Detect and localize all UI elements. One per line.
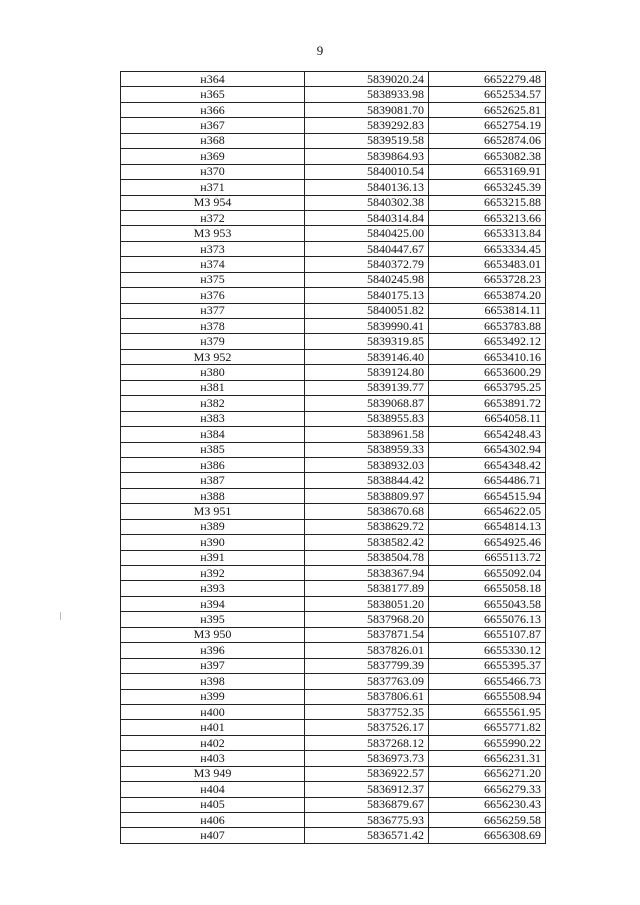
- x-coordinate-cell: 5838809.97: [305, 488, 429, 503]
- point-name-cell: н399: [121, 689, 305, 704]
- x-coordinate-cell: 5838177.89: [305, 581, 429, 596]
- y-coordinate-cell: 6655113.72: [429, 550, 546, 565]
- y-coordinate-cell: 6654515.94: [429, 488, 546, 503]
- table-row: [121, 643, 546, 658]
- point-name-cell: н365: [121, 87, 305, 102]
- table-row: [121, 627, 546, 642]
- x-coordinate-cell: 5839081.70: [305, 102, 429, 117]
- point-name-cell: н401: [121, 720, 305, 735]
- point-name-cell: МЗ 950: [121, 627, 305, 642]
- table-row: [121, 195, 546, 210]
- y-coordinate-cell: 6653483.01: [429, 257, 546, 272]
- y-coordinate-cell: 6652534.57: [429, 87, 546, 102]
- point-name-cell: н404: [121, 782, 305, 797]
- point-name-cell: н379: [121, 334, 305, 349]
- y-coordinate-cell: 6655395.37: [429, 658, 546, 673]
- point-name-cell: н402: [121, 735, 305, 750]
- table-row: [121, 782, 546, 797]
- y-coordinate-cell: 6653492.12: [429, 334, 546, 349]
- x-coordinate-cell: 5838629.72: [305, 519, 429, 534]
- y-coordinate-cell: 6653245.39: [429, 180, 546, 195]
- x-coordinate-cell: 5836571.42: [305, 828, 429, 843]
- y-coordinate-cell: 6654058.11: [429, 411, 546, 426]
- y-coordinate-cell: 6656271.20: [429, 766, 546, 781]
- x-coordinate-cell: 5836922.57: [305, 766, 429, 781]
- y-coordinate-cell: 6653213.66: [429, 210, 546, 225]
- x-coordinate-cell: 5838961.58: [305, 427, 429, 442]
- x-coordinate-cell: 5838670.68: [305, 504, 429, 519]
- table-row: [121, 210, 546, 225]
- x-coordinate-cell: 5838932.03: [305, 457, 429, 472]
- x-coordinate-cell: 5839068.87: [305, 396, 429, 411]
- point-name-cell: н406: [121, 813, 305, 828]
- table-row: [121, 751, 546, 766]
- x-coordinate-cell: 5839146.40: [305, 349, 429, 364]
- x-coordinate-cell: 5840302.38: [305, 195, 429, 210]
- table-row: [121, 720, 546, 735]
- table-row: [121, 566, 546, 581]
- table-row: [121, 519, 546, 534]
- page-number: 9: [316, 43, 324, 58]
- point-name-cell: н393: [121, 581, 305, 596]
- y-coordinate-cell: 6653410.16: [429, 349, 546, 364]
- point-name-cell: н407: [121, 828, 305, 843]
- point-name-cell: н389: [121, 519, 305, 534]
- point-name-cell: н396: [121, 643, 305, 658]
- point-name-cell: н366: [121, 102, 305, 117]
- point-name-cell: н392: [121, 566, 305, 581]
- point-name-cell: н376: [121, 288, 305, 303]
- point-name-cell: н400: [121, 704, 305, 719]
- point-name-cell: н403: [121, 751, 305, 766]
- table-row: [121, 704, 546, 719]
- table-row: [121, 550, 546, 565]
- table-row: [121, 797, 546, 812]
- x-coordinate-cell: 5836973.73: [305, 751, 429, 766]
- x-coordinate-cell: 5837968.20: [305, 612, 429, 627]
- y-coordinate-cell: 6655107.87: [429, 627, 546, 642]
- point-name-cell: н372: [121, 210, 305, 225]
- x-coordinate-cell: 5838955.83: [305, 411, 429, 426]
- table-row: [121, 180, 546, 195]
- point-name-cell: н398: [121, 674, 305, 689]
- point-name-cell: МЗ 949: [121, 766, 305, 781]
- point-name-cell: н385: [121, 442, 305, 457]
- point-name-cell: н387: [121, 473, 305, 488]
- x-coordinate-cell: 5837268.12: [305, 735, 429, 750]
- point-name-cell: н405: [121, 797, 305, 812]
- point-name-cell: н394: [121, 596, 305, 611]
- coordinates-table-body: [121, 72, 546, 844]
- y-coordinate-cell: 6654622.05: [429, 504, 546, 519]
- x-coordinate-cell: 5837752.35: [305, 704, 429, 719]
- point-name-cell: н386: [121, 457, 305, 472]
- table-row: [121, 658, 546, 673]
- x-coordinate-cell: 5837826.01: [305, 643, 429, 658]
- y-coordinate-cell: 6653814.11: [429, 303, 546, 318]
- point-name-cell: н382: [121, 396, 305, 411]
- point-name-cell: н369: [121, 149, 305, 164]
- table-row: [121, 334, 546, 349]
- table-row: [121, 380, 546, 395]
- y-coordinate-cell: 6654925.46: [429, 535, 546, 550]
- table-row: [121, 813, 546, 828]
- x-coordinate-cell: 5839124.80: [305, 365, 429, 380]
- table-row: [121, 612, 546, 627]
- point-name-cell: н395: [121, 612, 305, 627]
- y-coordinate-cell: 6655508.94: [429, 689, 546, 704]
- table-row: [121, 133, 546, 148]
- point-name-cell: МЗ 954: [121, 195, 305, 210]
- y-coordinate-cell: 6654348.42: [429, 457, 546, 472]
- y-coordinate-cell: 6653334.45: [429, 241, 546, 256]
- x-coordinate-cell: 5838051.20: [305, 596, 429, 611]
- y-coordinate-cell: 6654486.71: [429, 473, 546, 488]
- table-row: [121, 149, 546, 164]
- table-row: [121, 473, 546, 488]
- y-coordinate-cell: 6653215.88: [429, 195, 546, 210]
- y-coordinate-cell: 6653795.25: [429, 380, 546, 395]
- point-name-cell: н383: [121, 411, 305, 426]
- point-name-cell: н397: [121, 658, 305, 673]
- x-coordinate-cell: 5839519.58: [305, 133, 429, 148]
- x-coordinate-cell: 5839292.83: [305, 118, 429, 133]
- coordinates-table: [120, 71, 546, 844]
- table-row: [121, 303, 546, 318]
- table-row: [121, 241, 546, 256]
- table-row: [121, 488, 546, 503]
- x-coordinate-cell: 5838582.42: [305, 535, 429, 550]
- y-coordinate-cell: 6653891.72: [429, 396, 546, 411]
- x-coordinate-cell: 5840372.79: [305, 257, 429, 272]
- x-coordinate-cell: 5838367.94: [305, 566, 429, 581]
- y-coordinate-cell: 6655466.73: [429, 674, 546, 689]
- point-name-cell: н374: [121, 257, 305, 272]
- table-row: [121, 504, 546, 519]
- table-row: [121, 365, 546, 380]
- table-row: [121, 87, 546, 102]
- table-row: [121, 735, 546, 750]
- point-name-cell: н377: [121, 303, 305, 318]
- x-coordinate-cell: 5840051.82: [305, 303, 429, 318]
- y-coordinate-cell: 6656308.69: [429, 828, 546, 843]
- table-row: [121, 442, 546, 457]
- x-coordinate-cell: 5838959.33: [305, 442, 429, 457]
- y-coordinate-cell: 6653169.91: [429, 164, 546, 179]
- x-coordinate-cell: 5840447.67: [305, 241, 429, 256]
- y-coordinate-cell: 6653874.20: [429, 288, 546, 303]
- table-row: [121, 581, 546, 596]
- y-coordinate-cell: 6652874.06: [429, 133, 546, 148]
- table-row: [121, 72, 546, 87]
- x-coordinate-cell: 5838844.42: [305, 473, 429, 488]
- y-coordinate-cell: 6655771.82: [429, 720, 546, 735]
- x-coordinate-cell: 5837526.17: [305, 720, 429, 735]
- y-coordinate-cell: 6655330.12: [429, 643, 546, 658]
- table-row: [121, 396, 546, 411]
- table-row: [121, 349, 546, 364]
- x-coordinate-cell: 5840425.00: [305, 226, 429, 241]
- point-name-cell: н378: [121, 319, 305, 334]
- table-row: [121, 272, 546, 287]
- x-coordinate-cell: 5836775.93: [305, 813, 429, 828]
- point-name-cell: н381: [121, 380, 305, 395]
- x-coordinate-cell: 5839139.77: [305, 380, 429, 395]
- point-name-cell: н368: [121, 133, 305, 148]
- y-coordinate-cell: 6652279.48: [429, 72, 546, 87]
- table-row: [121, 226, 546, 241]
- y-coordinate-cell: 6656230.43: [429, 797, 546, 812]
- point-name-cell: н373: [121, 241, 305, 256]
- x-coordinate-cell: 5837763.09: [305, 674, 429, 689]
- y-coordinate-cell: 6653783.88: [429, 319, 546, 334]
- y-coordinate-cell: 6655092.04: [429, 566, 546, 581]
- x-coordinate-cell: 5838933.98: [305, 87, 429, 102]
- table-row: [121, 427, 546, 442]
- y-coordinate-cell: 6656231.31: [429, 751, 546, 766]
- x-coordinate-cell: 5839020.24: [305, 72, 429, 87]
- y-coordinate-cell: 6656259.58: [429, 813, 546, 828]
- y-coordinate-cell: 6652625.81: [429, 102, 546, 117]
- point-name-cell: н384: [121, 427, 305, 442]
- point-name-cell: н370: [121, 164, 305, 179]
- table-row: [121, 766, 546, 781]
- table-row: [121, 457, 546, 472]
- table-row: [121, 828, 546, 843]
- y-coordinate-cell: 6653313.84: [429, 226, 546, 241]
- point-name-cell: н388: [121, 488, 305, 503]
- point-name-cell: н391: [121, 550, 305, 565]
- table-row: [121, 164, 546, 179]
- x-coordinate-cell: 5840245.98: [305, 272, 429, 287]
- x-coordinate-cell: 5840136.13: [305, 180, 429, 195]
- x-coordinate-cell: 5838504.78: [305, 550, 429, 565]
- table-row: [121, 535, 546, 550]
- point-name-cell: н364: [121, 72, 305, 87]
- point-name-cell: н367: [121, 118, 305, 133]
- y-coordinate-cell: 6653082.38: [429, 149, 546, 164]
- x-coordinate-cell: 5839864.93: [305, 149, 429, 164]
- table-row: [121, 596, 546, 611]
- y-coordinate-cell: 6652754.19: [429, 118, 546, 133]
- x-coordinate-cell: 5840175.13: [305, 288, 429, 303]
- x-coordinate-cell: 5839319.85: [305, 334, 429, 349]
- point-name-cell: н390: [121, 535, 305, 550]
- table-row: [121, 689, 546, 704]
- x-coordinate-cell: 5839990.41: [305, 319, 429, 334]
- y-coordinate-cell: 6655058.18: [429, 581, 546, 596]
- x-coordinate-cell: 5836912.37: [305, 782, 429, 797]
- x-coordinate-cell: 5837806.61: [305, 689, 429, 704]
- point-name-cell: н375: [121, 272, 305, 287]
- table-row: [121, 319, 546, 334]
- y-coordinate-cell: 6655076.13: [429, 612, 546, 627]
- y-coordinate-cell: 6655561.95: [429, 704, 546, 719]
- table-row: [121, 118, 546, 133]
- y-coordinate-cell: 6654302.94: [429, 442, 546, 457]
- y-coordinate-cell: 6653728.23: [429, 272, 546, 287]
- point-name-cell: МЗ 953: [121, 226, 305, 241]
- point-name-cell: МЗ 952: [121, 349, 305, 364]
- x-coordinate-cell: 5837799.39: [305, 658, 429, 673]
- y-coordinate-cell: 6654814.13: [429, 519, 546, 534]
- y-coordinate-cell: 6653600.29: [429, 365, 546, 380]
- y-coordinate-cell: 6656279.33: [429, 782, 546, 797]
- table-row: [121, 102, 546, 117]
- x-coordinate-cell: 5837871.54: [305, 627, 429, 642]
- table-row: [121, 257, 546, 272]
- x-coordinate-cell: 5840010.54: [305, 164, 429, 179]
- point-name-cell: н371: [121, 180, 305, 195]
- point-name-cell: н380: [121, 365, 305, 380]
- x-coordinate-cell: 5836879.67: [305, 797, 429, 812]
- margin-mark: [60, 612, 61, 620]
- y-coordinate-cell: 6655990.22: [429, 735, 546, 750]
- table-row: [121, 411, 546, 426]
- y-coordinate-cell: 6654248.43: [429, 427, 546, 442]
- table-row: [121, 674, 546, 689]
- point-name-cell: МЗ 951: [121, 504, 305, 519]
- y-coordinate-cell: 6655043.58: [429, 596, 546, 611]
- x-coordinate-cell: 5840314.84: [305, 210, 429, 225]
- table-row: [121, 288, 546, 303]
